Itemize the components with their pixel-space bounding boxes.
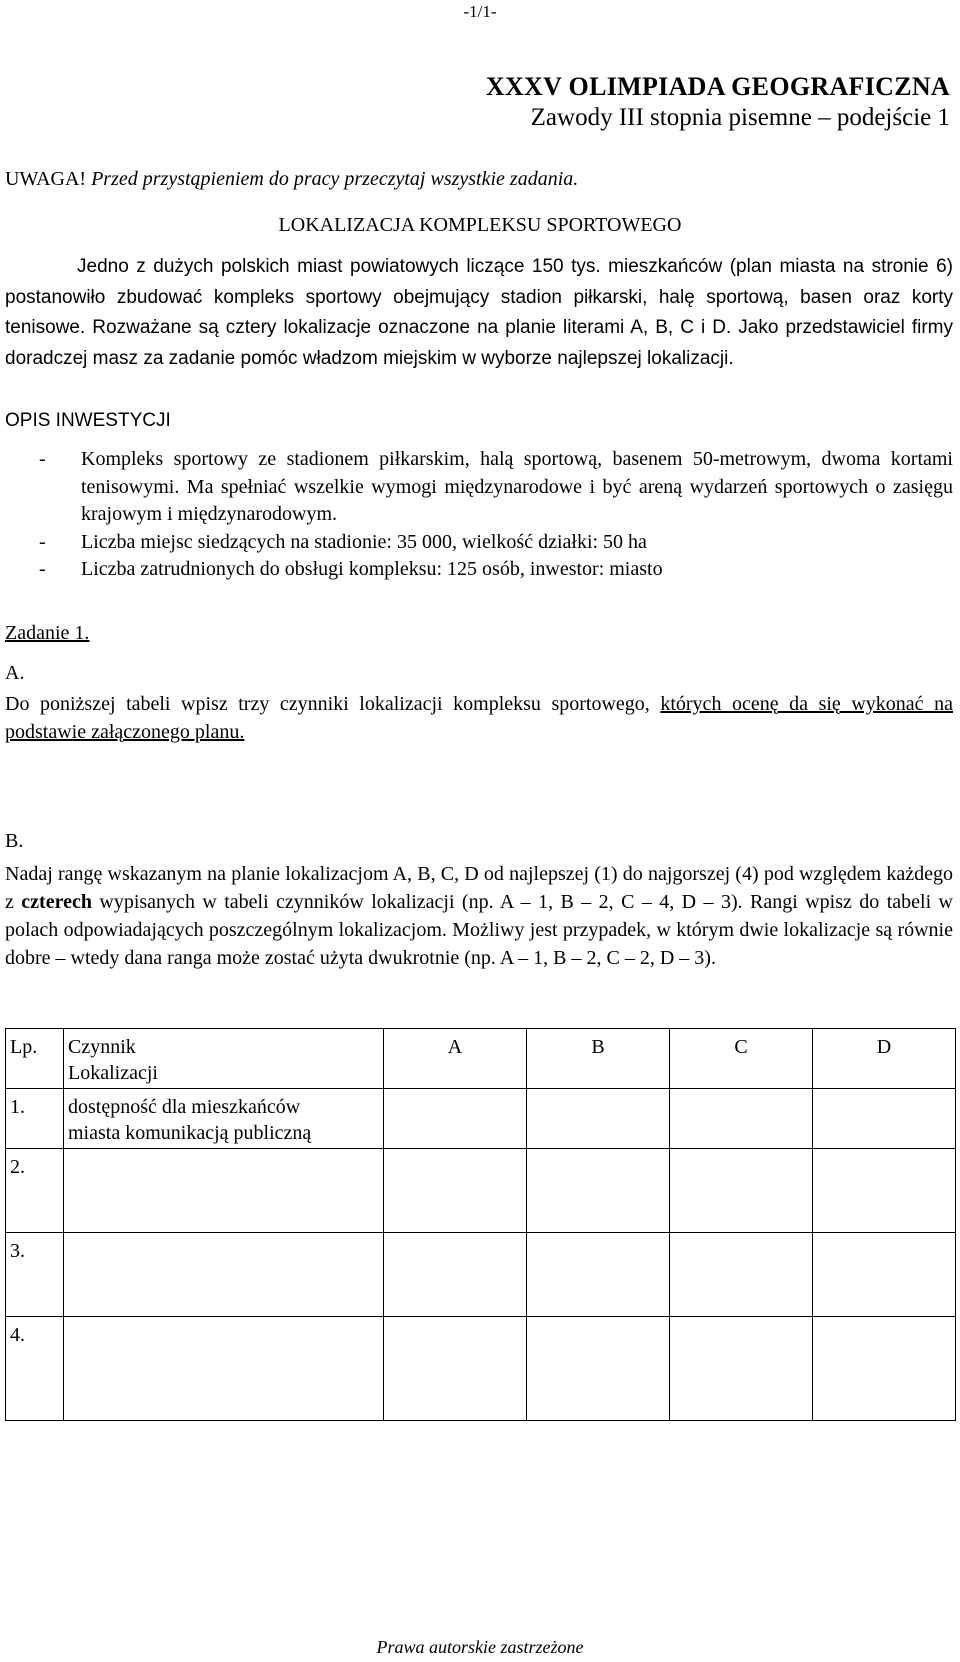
header-location-b: B	[527, 1029, 670, 1089]
rank-cell-a[interactable]	[384, 1149, 527, 1233]
opis-list	[5, 446, 953, 584]
opis-item-text: Liczba zatrudnionych do obsługi kompleksu: 125 osób, inwestor: miasto	[81, 558, 663, 580]
row-factor-line1: dostępność dla mieszkańców	[68, 1096, 301, 1118]
header-location-a: A	[384, 1029, 527, 1089]
part-b-label: B.	[5, 830, 24, 852]
rank-cell-c[interactable]	[670, 1089, 813, 1149]
header-lp: Lp.	[6, 1029, 64, 1089]
row-lp: 1.	[6, 1089, 64, 1149]
factors-table	[5, 1028, 956, 1421]
table-row	[6, 1317, 956, 1421]
header-location-d: D	[813, 1029, 956, 1089]
header-location-c: C	[670, 1029, 813, 1089]
opis-item	[5, 556, 953, 584]
copyright-footer: Prawa autorskie zastrzeżone	[376, 1637, 584, 1657]
opis-heading: OPIS INWESTYCJI	[5, 410, 171, 431]
rank-cell-d[interactable]	[813, 1233, 956, 1317]
dash-marker: -	[39, 448, 46, 470]
rank-cell-c[interactable]	[670, 1233, 813, 1317]
row-factor[interactable]	[64, 1149, 384, 1233]
rank-cell-a[interactable]	[384, 1317, 527, 1421]
row-lp: 2.	[6, 1149, 64, 1233]
intro-paragraph	[5, 252, 953, 374]
rank-cell-a[interactable]	[384, 1233, 527, 1317]
rank-cell-b[interactable]	[527, 1089, 670, 1149]
part-a-label: A.	[5, 662, 25, 684]
factors-table-wrapper	[5, 1028, 955, 1420]
part-b-text-2: wypisanych w tabeli czynników lokalizacji (np. A – 1, B – 2, C – 4, D – 3). Rangi wpisz do tabeli w polach odpowiadających poszczególnym lokalizacjom. Możliwy jest przypadek, w którym dwie lokalizacje są równie dobre – wtedy dana ranga może zostać użyta dwukrotnie (np. A – 1, B – 2, C – 2, D – 3).	[5, 891, 953, 969]
opis-item-text: Liczba miejsc siedzących na stadionie: 35 000, wielkość działki: 50 ha	[81, 530, 647, 553]
row-factor-line2: miasta komunikacją publiczną	[68, 1122, 312, 1144]
rank-cell-c[interactable]	[670, 1317, 813, 1421]
intro-text: Jedno z dużych polskich miast powiatowych liczące 150 tys. mieszkańców (plan miasta na stronie 6) postanowiło zbudować kompleks sportowy obejmujący stadion piłkarski, halę sportową, basen oraz korty tenisowe. Rozważane są cztery lokalizacje oznaczone na planie literami A, B, C i D. Jako przedstawiciel firmy doradczej masz za zadanie pomóc władzom miejskim w wyborze najlepszej lokalizacji.	[5, 256, 953, 369]
rank-cell-b[interactable]	[527, 1149, 670, 1233]
part-b-bold: czterech	[21, 891, 92, 913]
row-lp: 3.	[6, 1233, 64, 1317]
table-row	[6, 1089, 956, 1149]
row-factor[interactable]	[64, 1233, 384, 1317]
page-title: XXXV OLIMPIADA GEOGRAFICZNA	[485, 72, 950, 101]
table-header-row	[6, 1029, 956, 1089]
rank-cell-b[interactable]	[527, 1233, 670, 1317]
task-title: Zadanie 1.	[5, 622, 90, 644]
section-title: LOKALIZACJA KOMPLEKSU SPORTOWEGO	[278, 214, 682, 236]
table-row	[6, 1233, 956, 1317]
warning-note	[5, 168, 578, 191]
rank-cell-b[interactable]	[527, 1317, 670, 1421]
page-number: -1/1-	[463, 2, 497, 21]
part-b-text	[5, 860, 953, 972]
table-row	[6, 1149, 956, 1233]
row-factor[interactable]	[64, 1089, 384, 1149]
header-factor-line1: Czynnik	[68, 1036, 136, 1058]
rank-cell-c[interactable]	[670, 1149, 813, 1233]
dash-marker: -	[39, 558, 46, 580]
part-b-text-1: Nadaj rangę wskazanym na planie lokalizacjom A, B, C, D od najlepszej (1) do najgorszej (4) pod względem każdego z	[5, 863, 953, 913]
rank-cell-d[interactable]	[813, 1089, 956, 1149]
rank-cell-d[interactable]	[813, 1149, 956, 1233]
header-factor-line2: Lokalizacji	[68, 1062, 158, 1084]
dash-marker: -	[39, 530, 46, 553]
warning-label: UWAGA!	[5, 168, 87, 190]
header-factor	[64, 1029, 384, 1089]
rank-cell-d[interactable]	[813, 1317, 956, 1421]
rank-cell-a[interactable]	[384, 1089, 527, 1149]
part-a-underlined: których ocenę da się wykonać na podstawie załączonego planu.	[5, 693, 953, 743]
warning-text: Przed przystąpieniem do pracy przeczytaj wszystkie zadania.	[86, 168, 579, 190]
row-factor[interactable]	[64, 1317, 384, 1421]
opis-item	[5, 446, 953, 529]
part-a-text	[5, 690, 953, 746]
opis-item-text: Kompleks sportowy ze stadionem piłkarskim, halą sportową, basenem 50-metrowym, dwoma kortami tenisowymi. Ma spełniać wszelkie wymogi międzynarodowe i być areną wydarzeń sportowych o zasięgu krajowym i międzynarodowym.	[81, 448, 953, 525]
part-a-plain: Do poniższej tabeli wpisz trzy czynniki lokalizacji kompleksu sportowego,	[5, 693, 661, 715]
opis-item	[5, 529, 953, 557]
row-lp: 4.	[6, 1317, 64, 1421]
page-subtitle: Zawody III stopnia pisemne – podejście 1	[530, 104, 950, 131]
